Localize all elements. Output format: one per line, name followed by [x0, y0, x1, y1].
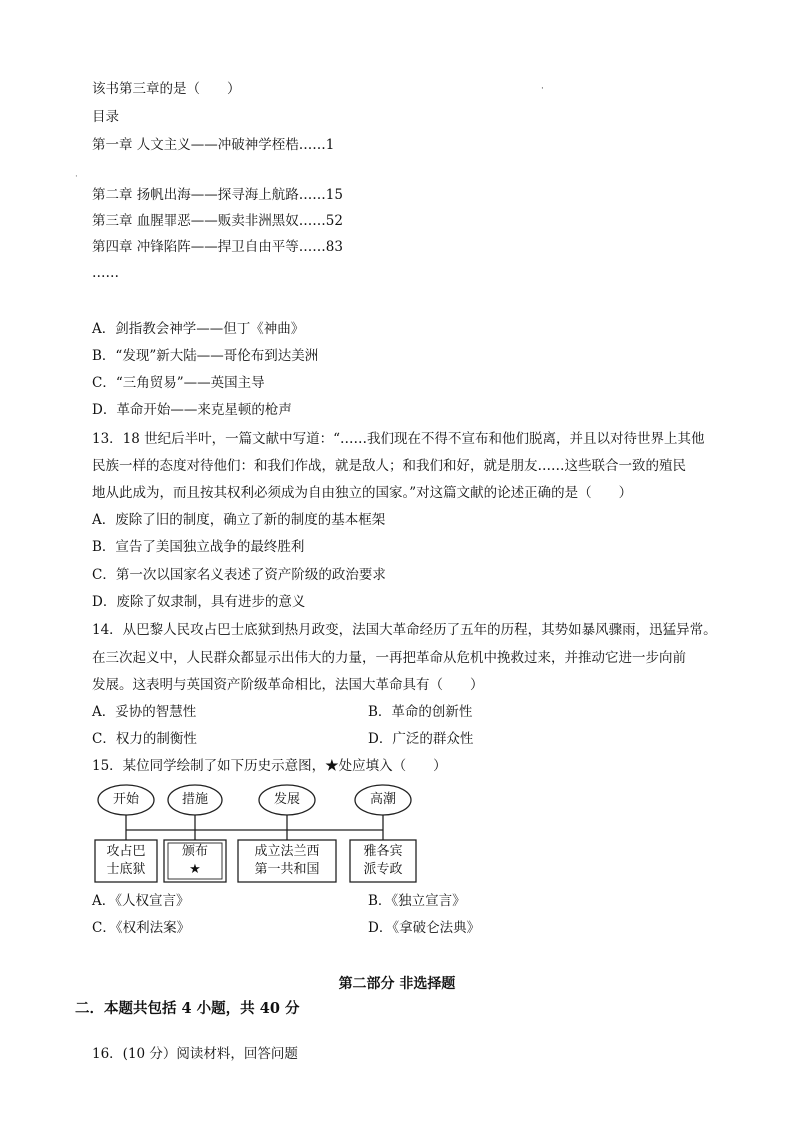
question-13-line: 地从此成为，而且按其权利必须成为自由独立的国家。”对这篇文献的论述正确的是（ ）: [92, 485, 633, 501]
question-14-line: 14．从巴黎人民攻占巴士底狱到热月政变，法国大革命经历了五年的历程，其势如暴风骤雨，迅猛异常。: [92, 622, 717, 638]
diagram-box-label: 派专政: [363, 862, 403, 877]
history-diagram: [92, 782, 420, 886]
question-16-stem: 16．(10 分）阅读材料，回答问题: [92, 1046, 298, 1062]
question-14-option-a[interactable]: A．妥协的智慧性: [92, 704, 197, 720]
part-two-heading: 二．本题共包括 4 小题，共 40 分: [75, 1000, 300, 1017]
question-14-option-d[interactable]: D．广泛的群众性: [368, 731, 474, 747]
question-15-option-b[interactable]: B．《独立宣言》: [368, 893, 466, 909]
diagram-oval-label: 发展: [273, 792, 300, 807]
question-14-line: 发展。这表明与英国资产阶级革命相比，法国大革命具有（ ）: [92, 677, 484, 693]
question-12-option-b[interactable]: B．“发现”新大陆——哥伦布到达美洲: [92, 348, 319, 364]
question-13-option-a[interactable]: A．废除了旧的制度，确立了新的制度的基本框架: [92, 512, 386, 528]
part-two-title: 第二部分 非选择题: [338, 976, 456, 992]
question-13-option-c[interactable]: C．第一次以国家名义表述了资产阶级的政治要求: [92, 567, 386, 583]
diagram-oval-label: 开始: [112, 792, 139, 807]
question-14-option-b[interactable]: B．革命的创新性: [368, 704, 473, 720]
question-12-stem: 该书第三章的是（ ）: [92, 81, 241, 97]
toc-title: 目录: [92, 109, 119, 125]
star-placeholder: ★: [189, 862, 201, 877]
question-12-option-d[interactable]: D．革命开始——来克星顿的枪声: [92, 402, 292, 418]
diagram-box-label: 成立法兰西: [254, 844, 320, 859]
question-15-option-a[interactable]: A．《人权宣言》: [92, 893, 190, 909]
diagram-box-label: 攻占巴: [106, 844, 146, 859]
diagram-oval-label: 措施: [181, 792, 208, 807]
toc-ellipsis: ……: [92, 265, 119, 281]
question-14-option-c[interactable]: C．权力的制衡性: [92, 731, 197, 747]
question-13-option-d[interactable]: D．废除了奴隶制，具有进步的意义: [92, 594, 306, 610]
question-12-option-a[interactable]: A．剑指教会神学——但丁《神曲》: [92, 321, 305, 337]
diagram-box-label: 士底狱: [106, 862, 146, 877]
question-13-option-b[interactable]: B．宣告了美国独立战争的最终胜利: [92, 539, 305, 555]
question-13-line: 民族一样的态度对待他们：和我们作战，就是敌人；和我们和好，就是朋友……这些联合一致的殖民: [92, 458, 686, 474]
question-15-stem: 15．某位同学绘制了如下历史示意图，★处应填入（ ）: [92, 758, 447, 774]
toc-item: 第一章 人文主义——冲破神学桎梏……1: [92, 137, 335, 153]
speck-mark: ·: [75, 172, 78, 182]
toc-item: 第三章 血腥罪恶——贩卖非洲黑奴……52: [92, 213, 343, 229]
diagram-oval-label: 高潮: [369, 792, 396, 807]
question-12-option-c[interactable]: C．“三角贸易”——英国主导: [92, 375, 265, 391]
diagram-box-label: 颁布: [181, 844, 208, 859]
question-15-option-d[interactable]: D．《拿破仑法典》: [368, 920, 481, 936]
diagram-box-label: 第一共和国: [254, 862, 320, 877]
question-15-option-c[interactable]: C．《权利法案》: [92, 920, 191, 936]
toc-item: 第二章 扬帆出海——探寻海上航路……15: [92, 187, 343, 203]
question-13-line: 13．18 世纪后半叶，一篇文献中写道：“……我们现在不得不宣布和他们脱离，并且以对待世界上其他: [92, 431, 705, 447]
diagram-box-label: 雅各宾: [363, 844, 403, 859]
speck-mark: ·: [541, 84, 544, 94]
question-14-line: 在三次起义中，人民群众都显示出伟大的力量，一再把革命从危机中挽救过来，并推动它进一步向前: [92, 650, 686, 666]
toc-item: 第四章 冲锋陷阵——捍卫自由平等……83: [92, 239, 343, 255]
